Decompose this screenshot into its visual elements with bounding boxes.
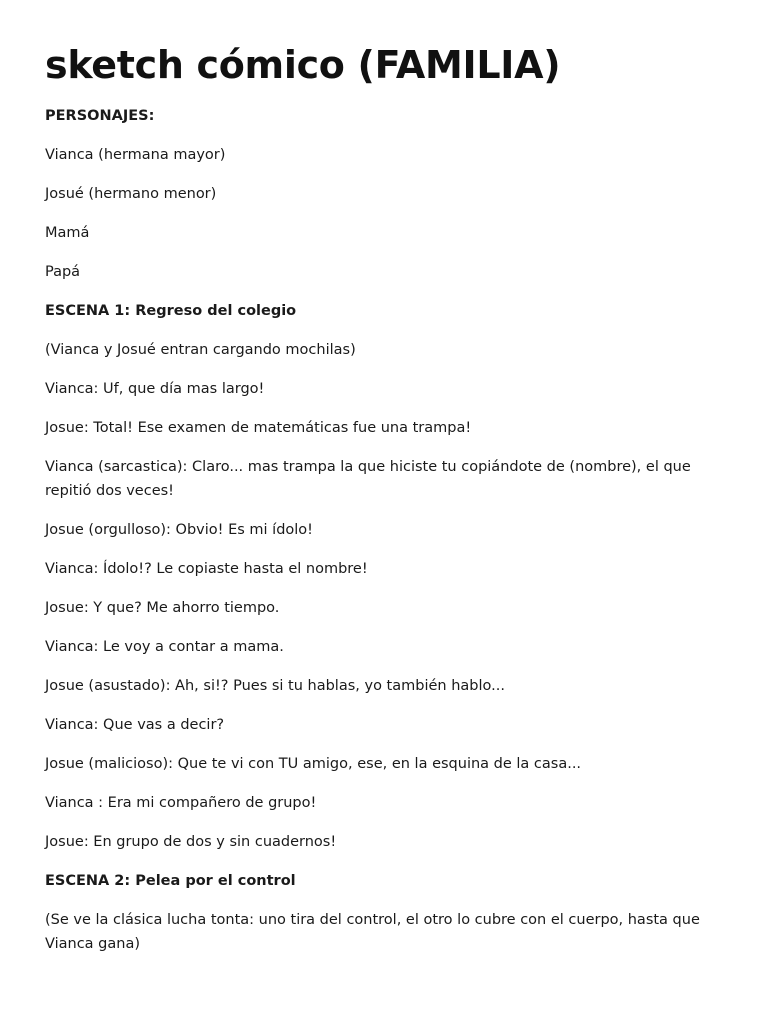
dialogue-line: Josue (orgulloso): Obvio! Es mi ídolo! xyxy=(45,522,313,538)
dialogue-line: Josue (malicioso): Que te vi con TU amigo, ese, en la esquina de la casa... xyxy=(45,756,582,772)
dialogue-line: Vianca: Le voy a contar a mama. xyxy=(45,639,284,655)
dialogue-line: Josue: Total! Ese examen de matemáticas fue una trampa! xyxy=(45,420,472,436)
scene-heading: ESCENA 1: Regreso del colegio xyxy=(45,303,297,319)
character-line: Papá xyxy=(45,264,81,280)
character-line: Vianca (hermana mayor) xyxy=(45,147,226,163)
dialogue-line: Josue: Y que? Me ahorro tiempo. xyxy=(45,600,280,616)
document-title: sketch cómico (FAMILIA) xyxy=(45,43,561,87)
dialogue-line: Vianca: Que vas a decir? xyxy=(45,717,225,733)
dialogue-line: Vianca: Ídolo!? Le copiaste hasta el nombre! xyxy=(45,561,368,577)
characters-heading: PERSONAJES: xyxy=(45,108,155,124)
scene-heading: ESCENA 2: Pelea por el control xyxy=(45,873,296,889)
character-line: Josué (hermano menor) xyxy=(45,186,217,202)
character-line: Mamá xyxy=(45,225,90,241)
dialogue-line: Vianca: Uf, que día mas largo! xyxy=(45,381,265,397)
dialogue-line: Vianca : Era mi compañero de grupo! xyxy=(45,795,317,811)
stage-direction: (Vianca y Josué entran cargando mochilas) xyxy=(45,342,356,358)
dialogue-line: Vianca (sarcastica): Claro... mas trampa la que hiciste tu copiándote de (nombre), el que repitió dos veces! xyxy=(45,459,691,499)
dialogue-line: Josue: En grupo de dos y sin cuadernos! xyxy=(45,834,337,850)
stage-direction: (Se ve la clásica lucha tonta: uno tira del control, el otro lo cubre con el cuerpo, hasta que Vianca gana) xyxy=(45,912,700,952)
dialogue-line: Josue (asustado): Ah, si!? Pues si tu hablas, yo también hablo... xyxy=(45,678,505,694)
